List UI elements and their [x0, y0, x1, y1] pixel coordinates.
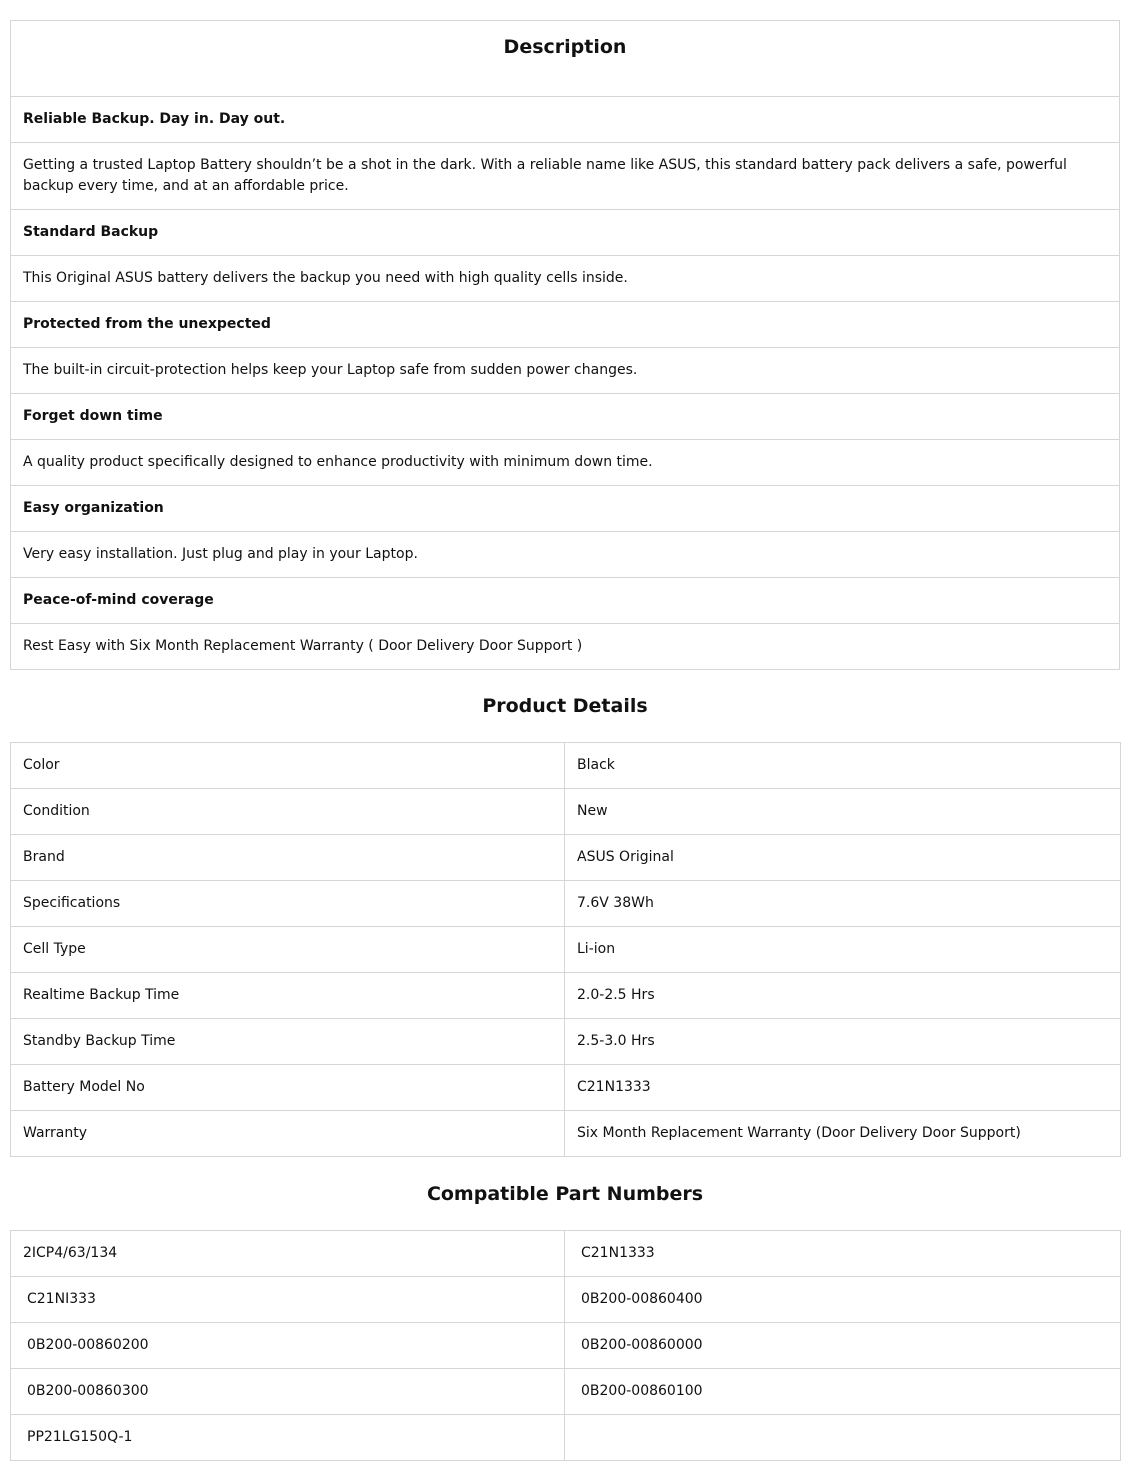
description-heading: Forget down time	[11, 394, 1120, 440]
description-heading-row	[11, 486, 1120, 532]
description-text: Getting a trusted Laptop Battery shouldn’t be a shot in the dark. With a reliable name like ASUS, this standard battery pack delivers a safe, powerful backup every time, and at an affordable price.	[11, 143, 1120, 210]
product-details-table	[10, 742, 1121, 1157]
detail-row	[11, 881, 1121, 927]
detail-label: Warranty	[11, 1111, 565, 1157]
part-row	[11, 1231, 1121, 1277]
part-number: C21NI333	[11, 1277, 565, 1323]
detail-row	[11, 835, 1121, 881]
detail-label: Specifications	[11, 881, 565, 927]
detail-value: Li-ion	[565, 927, 1121, 973]
description-text-row	[11, 440, 1120, 486]
description-text: A quality product specifically designed to enhance productivity with minimum down time.	[11, 440, 1120, 486]
detail-value: C21N1333	[565, 1065, 1121, 1111]
description-heading-row	[11, 210, 1120, 256]
detail-label: Battery Model No	[11, 1065, 565, 1111]
description-text-row	[11, 256, 1120, 302]
description-heading-row	[11, 302, 1120, 348]
compatible-parts-title: Compatible Part Numbers	[426, 1183, 704, 1205]
detail-value: 2.0-2.5 Hrs	[565, 973, 1121, 1019]
description-text-row	[11, 143, 1120, 210]
part-number: 0B200-00860200	[11, 1323, 565, 1369]
description-heading: Peace-of-mind coverage	[11, 578, 1120, 624]
detail-label: Brand	[11, 835, 565, 881]
description-heading: Easy organization	[11, 486, 1120, 532]
description-table	[10, 20, 1120, 670]
part-row	[11, 1415, 1121, 1461]
part-number: 0B200-00860300	[11, 1369, 565, 1415]
detail-row	[11, 1019, 1121, 1065]
description-heading-row	[11, 97, 1120, 143]
detail-row	[11, 789, 1121, 835]
detail-value: ASUS Original	[565, 835, 1121, 881]
part-row	[11, 1369, 1121, 1415]
part-number: 0B200-00860100	[565, 1369, 1121, 1415]
detail-value: 7.6V 38Wh	[565, 881, 1121, 927]
description-heading-row	[11, 394, 1120, 440]
part-row	[11, 1277, 1121, 1323]
description-text-row	[11, 348, 1120, 394]
description-heading: Reliable Backup. Day in. Day out.	[11, 97, 1120, 143]
part-number: 2ICP4/63/134	[11, 1231, 565, 1277]
part-number: PP21LG150Q-1	[11, 1415, 565, 1461]
detail-label: Realtime Backup Time	[11, 973, 565, 1019]
detail-label: Standby Backup Time	[11, 1019, 565, 1065]
part-number-empty	[565, 1415, 1121, 1461]
description-title-row	[11, 21, 1120, 97]
description-text: Very easy installation. Just plug and play in your Laptop.	[11, 532, 1120, 578]
part-row	[11, 1323, 1121, 1369]
detail-row	[11, 743, 1121, 789]
detail-row	[11, 1111, 1121, 1157]
detail-value: 2.5-3.0 Hrs	[565, 1019, 1121, 1065]
product-details-title: Product Details	[482, 695, 648, 717]
compatible-parts-table	[10, 1230, 1121, 1461]
detail-value: New	[565, 789, 1121, 835]
detail-row	[11, 1065, 1121, 1111]
description-title: Description	[503, 36, 627, 58]
description-text: Rest Easy with Six Month Replacement Warranty ( Door Delivery Door Support )	[11, 624, 1120, 670]
description-heading: Protected from the unexpected	[11, 302, 1120, 348]
description-heading: Standard Backup	[11, 210, 1120, 256]
detail-value: Six Month Replacement Warranty (Door Delivery Door Support)	[565, 1111, 1121, 1157]
detail-label: Condition	[11, 789, 565, 835]
detail-label: Cell Type	[11, 927, 565, 973]
description-text-row	[11, 624, 1120, 670]
detail-value: Black	[565, 743, 1121, 789]
description-text: The built-in circuit-protection helps keep your Laptop safe from sudden power changes.	[11, 348, 1120, 394]
description-heading-row	[11, 578, 1120, 624]
description-text: This Original ASUS battery delivers the backup you need with high quality cells inside.	[11, 256, 1120, 302]
detail-row	[11, 927, 1121, 973]
detail-label: Color	[11, 743, 565, 789]
description-text-row	[11, 532, 1120, 578]
part-number: 0B200-00860000	[565, 1323, 1121, 1369]
part-number: C21N1333	[565, 1231, 1121, 1277]
part-number: 0B200-00860400	[565, 1277, 1121, 1323]
detail-row	[11, 973, 1121, 1019]
description-title-cell	[11, 21, 1120, 97]
